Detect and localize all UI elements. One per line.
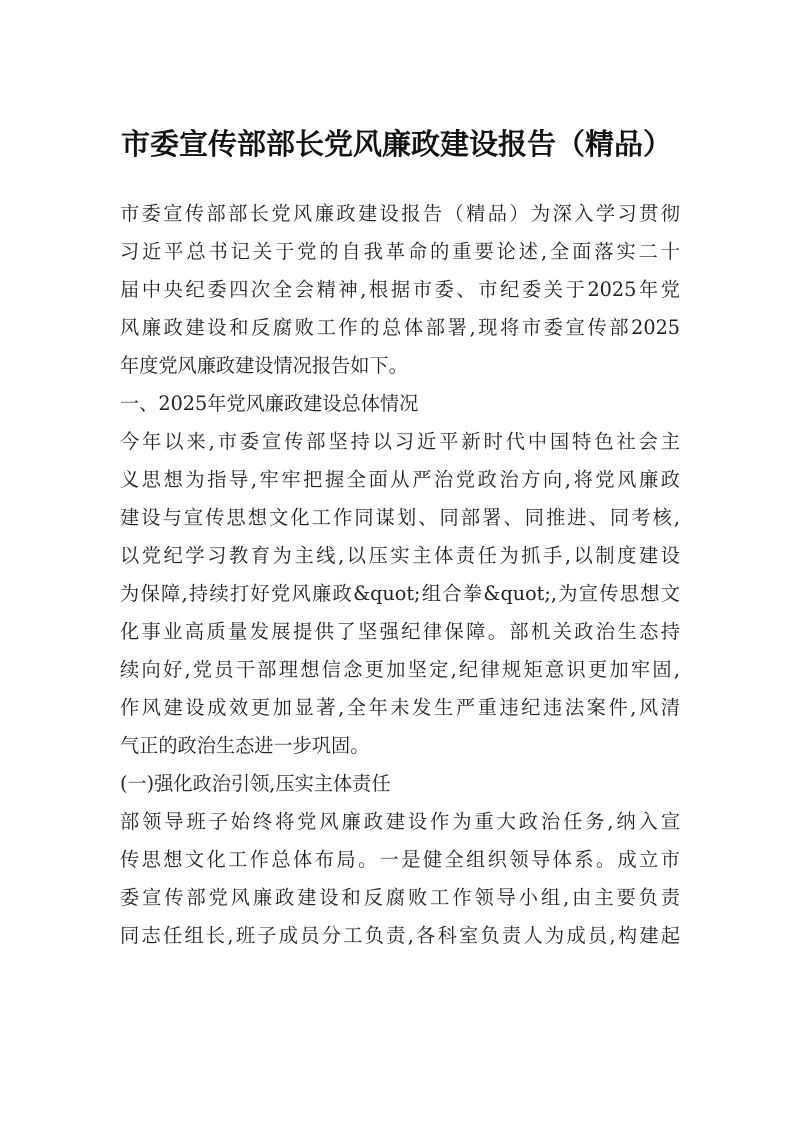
paragraph-line: 化事业高质量发展提供了坚强纪律保障。部机关政治生态持 [120, 620, 680, 643]
section-heading: 一、2025年党风廉政建设总体情况 [120, 392, 419, 415]
paragraph-line: 同志任组长,班子成员分工负责,各科室负责人为成员,构建起 [120, 924, 680, 947]
paragraph-line: 续向好,党员干部理想信念更加坚定,纪律规矩意识更加牢固, [120, 658, 680, 681]
paragraph-line: 义思想为指导,牢牢把握全面从严治党政治方向,将党风廉政 [120, 468, 680, 491]
paragraph-line: 届中央纪委四次全会精神,根据市委、市纪委关于2025年党 [120, 278, 680, 301]
paragraph-line: 作风建设成效更加显著,全年未发生严重违纪违法案件,风清 [120, 696, 680, 719]
paragraph-line: 建设与宣传思想文化工作同谋划、同部署、同推进、同考核, [120, 506, 680, 529]
subsection-heading: (一)强化政治引领,压实主体责任 [120, 772, 391, 795]
paragraph-line: 习近平总书记关于党的自我革命的重要论述,全面落实二十 [120, 240, 680, 263]
paragraph-line: 风廉政建设和反腐败工作的总体部署,现将市委宣传部2025 [120, 316, 680, 339]
paragraph-line: 部领导班子始终将党风廉政建设作为重大政治任务,纳入宣 [120, 810, 680, 833]
document-title: 市委宣传部部长党风廉政建设报告（精品） [120, 127, 672, 161]
paragraph-line: 以党纪学习教育为主线,以压实主体责任为抓手,以制度建设 [120, 544, 680, 567]
paragraph-line: 气正的政治生态进一步巩固。 [120, 734, 370, 757]
paragraph-line: 为保障,持续打好党风廉政&quot;组合拳&quot;,为宣传思想文 [120, 582, 680, 605]
paragraph-line: 传思想文化工作总体布局。一是健全组织领导体系。成立市 [120, 848, 680, 871]
paragraph-line: 年度党风廉政建设情况报告如下。 [120, 354, 408, 377]
paragraph-line: 今年以来,市委宣传部坚持以习近平新时代中国特色社会主 [120, 430, 680, 453]
paragraph-line: 委宣传部党风廉政建设和反腐败工作领导小组,由主要负责 [120, 886, 680, 909]
document-body [120, 195, 680, 955]
paragraph-line: 市委宣传部部长党风廉政建设报告（精品）为深入学习贯彻 [120, 202, 680, 225]
